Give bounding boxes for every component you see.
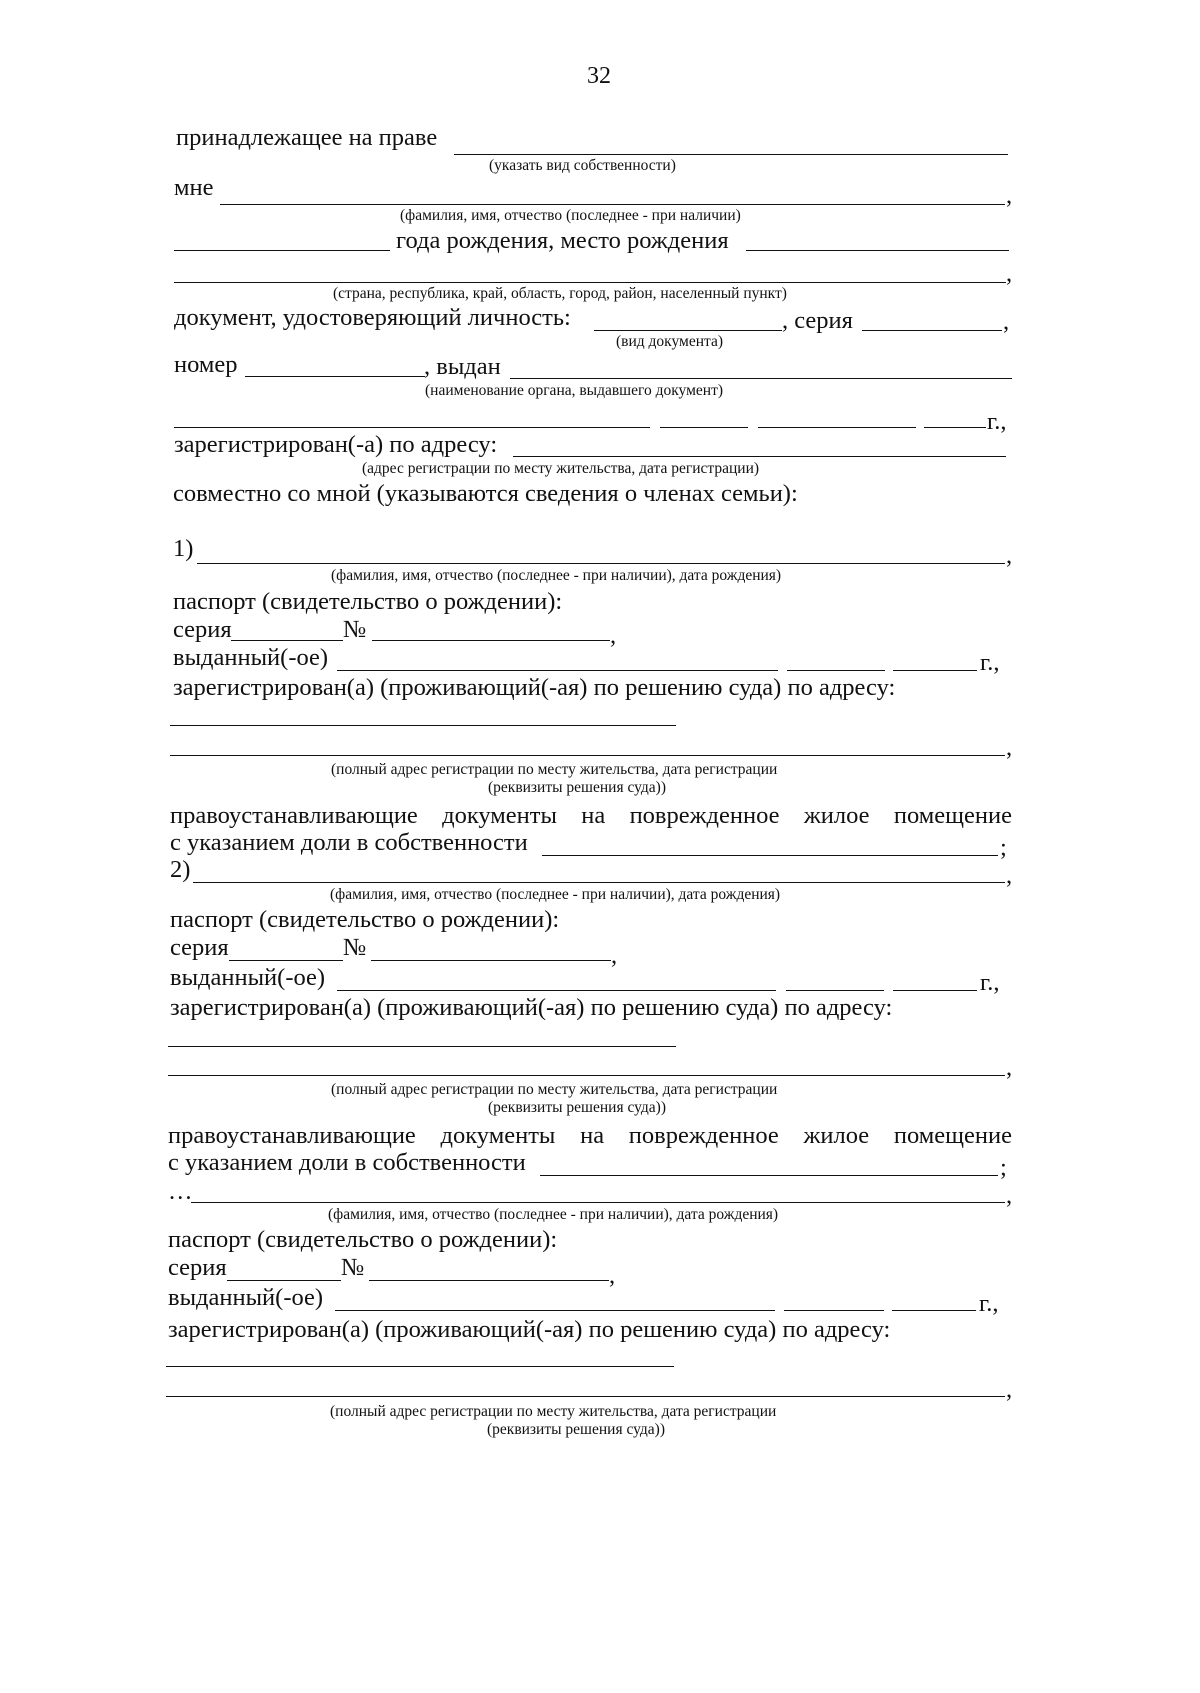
issue-month-field[interactable] <box>787 670 885 671</box>
title-docs-word: поврежденное <box>628 1122 779 1149</box>
member-index: 1) <box>173 535 194 562</box>
series-field[interactable] <box>231 640 343 641</box>
title-docs-word: на <box>581 802 606 829</box>
registered-label: зарегистрирован(-а) по адресу: <box>174 431 498 458</box>
place-hint: (страна, республика, край, область, город, район, населенный пункт) <box>333 285 787 302</box>
share-field[interactable] <box>542 855 998 856</box>
year-suffix: г., <box>980 649 1000 676</box>
issue-year-field[interactable] <box>893 990 977 991</box>
issuer-field[interactable] <box>510 378 1012 379</box>
number-label: номер <box>174 351 238 378</box>
comma: , <box>1006 1054 1013 1081</box>
series-field[interactable] <box>227 1280 341 1281</box>
share-label: с указанием доли в собственности <box>168 1149 526 1176</box>
number-sign: № <box>343 616 367 643</box>
court-hint: (реквизиты решения суда)) <box>488 779 666 796</box>
title-docs-word: документы <box>440 1122 556 1149</box>
registered-hint: (адрес регистрации по месту жительства, дата регистрации) <box>362 460 760 477</box>
address-field[interactable] <box>166 1366 674 1367</box>
address-hint: (полный адрес регистрации по месту жительства, дата регистрации <box>330 1403 777 1420</box>
issuer-field[interactable] <box>335 1310 775 1311</box>
issue-month-field[interactable] <box>758 427 916 428</box>
comma: , <box>610 622 617 649</box>
issue-month-field[interactable] <box>786 990 884 991</box>
title-docs-word: правоустанавливающие <box>168 1122 416 1149</box>
member-fio-hint: (фамилия, имя, отчество (последнее - при наличии), дата рождения) <box>328 1206 779 1223</box>
address-hint: (полный адрес регистрации по месту жительства, дата регистрации <box>331 1081 778 1098</box>
number-field[interactable] <box>372 640 610 641</box>
comma: , <box>1006 260 1013 287</box>
registered-label: зарегистрирован(а) (проживающий(-ая) по решению суда) по адресу: <box>168 1316 891 1343</box>
issuer-hint: (наименование органа, выдавшего документ) <box>425 382 724 399</box>
share-label: с указанием доли в собственности <box>170 829 528 856</box>
member-index: 2) <box>170 856 191 883</box>
title-docs-word: помещение <box>893 1122 1012 1149</box>
court-hint: (реквизиты решения суда)) <box>488 1099 666 1116</box>
number-field[interactable] <box>369 1280 609 1281</box>
issue-year-field[interactable] <box>892 1310 976 1311</box>
issuer-field[interactable] <box>337 670 778 671</box>
address-hint: (полный адрес регистрации по месту жительства, дата регистрации <box>331 761 778 778</box>
issued-label: выданный(-ое) <box>168 1284 324 1311</box>
passport-label: паспорт (свидетельство о рождении): <box>173 588 563 615</box>
address-field-2[interactable] <box>166 1396 1005 1397</box>
birth-year-field[interactable] <box>174 250 390 251</box>
series-label: серия <box>173 616 232 643</box>
address-field[interactable] <box>168 1046 676 1047</box>
comma: , <box>1006 1376 1013 1403</box>
title-docs-word: жилое <box>803 1122 870 1149</box>
doc-type-field[interactable] <box>594 330 782 331</box>
court-hint: (реквизиты решения суда)) <box>487 1421 665 1438</box>
ownership-hint: (указать вид собственности) <box>489 157 676 174</box>
series-field[interactable] <box>229 960 343 961</box>
title-docs-word: на <box>580 1122 605 1149</box>
issued-label: , выдан <box>424 353 501 380</box>
passport-label: паспорт (свидетельство о рождении): <box>168 1226 558 1253</box>
ownership-label: принадлежащее на праве <box>176 124 438 151</box>
id-doc-label: документ, удостоверяющий личность: <box>174 304 571 331</box>
comma: , <box>1006 1182 1013 1209</box>
birth-place-field-2[interactable] <box>174 282 1006 283</box>
issue-month-field[interactable] <box>784 1310 884 1311</box>
title-docs-word: правоустанавливающие <box>170 802 418 829</box>
number-field[interactable] <box>371 960 611 961</box>
owner-fio-field[interactable] <box>220 204 1005 205</box>
issuer-field-2[interactable] <box>174 427 650 428</box>
family-intro: совместно со мной (указываются сведения о членах семьи): <box>173 480 798 507</box>
year-suffix: г., <box>979 1290 999 1317</box>
birth-place-field[interactable] <box>746 250 1009 251</box>
member-fio-hint: (фамилия, имя, отчество (последнее - при наличии), дата рождения) <box>330 886 781 903</box>
title-docs-word: документы <box>442 802 557 829</box>
comma: , <box>1003 308 1010 335</box>
series-label: , серия <box>782 307 853 334</box>
doc-number-field[interactable] <box>245 376 425 377</box>
issued-label: выданный(-ое) <box>173 644 329 671</box>
number-sign: № <box>341 1254 365 1281</box>
comma: , <box>1006 862 1013 889</box>
member-fio-hint: (фамилия, имя, отчество (последнее - при наличии), дата рождения) <box>331 567 782 584</box>
issue-year-field[interactable] <box>924 427 986 428</box>
comma: , <box>1006 182 1013 209</box>
registered-address-field[interactable] <box>513 456 1006 457</box>
title-docs-word: поврежденное <box>629 802 780 829</box>
series-label: серия <box>168 1254 227 1281</box>
number-sign: № <box>343 934 367 961</box>
passport-label: паспорт (свидетельство о рождении): <box>170 906 560 933</box>
me-label: мне <box>174 174 214 201</box>
issuer-field[interactable] <box>337 990 776 991</box>
registered-label: зарегистрирован(а) (проживающий(-ая) по решению суда) по адресу: <box>173 674 896 701</box>
member-fio-field[interactable] <box>193 882 1005 883</box>
share-field[interactable] <box>540 1175 998 1176</box>
member-index: … <box>168 1178 193 1205</box>
issue-day-field[interactable] <box>660 427 748 428</box>
comma: , <box>1006 542 1013 569</box>
title-docs-word: помещение <box>893 802 1012 829</box>
ownership-field[interactable] <box>454 154 1008 155</box>
semicolon: ; <box>1000 834 1007 861</box>
member-fio-field[interactable] <box>191 1202 1005 1203</box>
comma: , <box>609 1262 616 1289</box>
address-field-2[interactable] <box>168 1075 1005 1076</box>
title-docs-line <box>168 1124 1012 1149</box>
title-docs-word: жилое <box>803 802 870 829</box>
member-fio-field[interactable] <box>197 563 1005 564</box>
title-docs-line <box>170 804 1012 829</box>
address-field-2[interactable] <box>170 755 1005 756</box>
comma: , <box>1006 734 1013 761</box>
semicolon: ; <box>1000 1154 1007 1181</box>
series-label: серия <box>170 934 229 961</box>
year-suffix: г., <box>980 969 1000 996</box>
year-suffix: г., <box>987 408 1007 435</box>
birth-label: года рождения, место рождения <box>396 227 729 254</box>
doc-type-hint: (вид документа) <box>616 333 724 350</box>
registered-label: зарегистрирован(а) (проживающий(-ая) по решению суда) по адресу: <box>170 994 893 1021</box>
owner-fio-hint: (фамилия, имя, отчество (последнее - при наличии) <box>400 207 741 224</box>
page-number: 32 <box>587 63 611 89</box>
doc-series-field[interactable] <box>862 330 1002 331</box>
issued-label: выданный(-ое) <box>170 964 326 991</box>
comma: , <box>611 942 618 969</box>
address-field[interactable] <box>170 725 676 726</box>
issue-year-field[interactable] <box>893 670 977 671</box>
